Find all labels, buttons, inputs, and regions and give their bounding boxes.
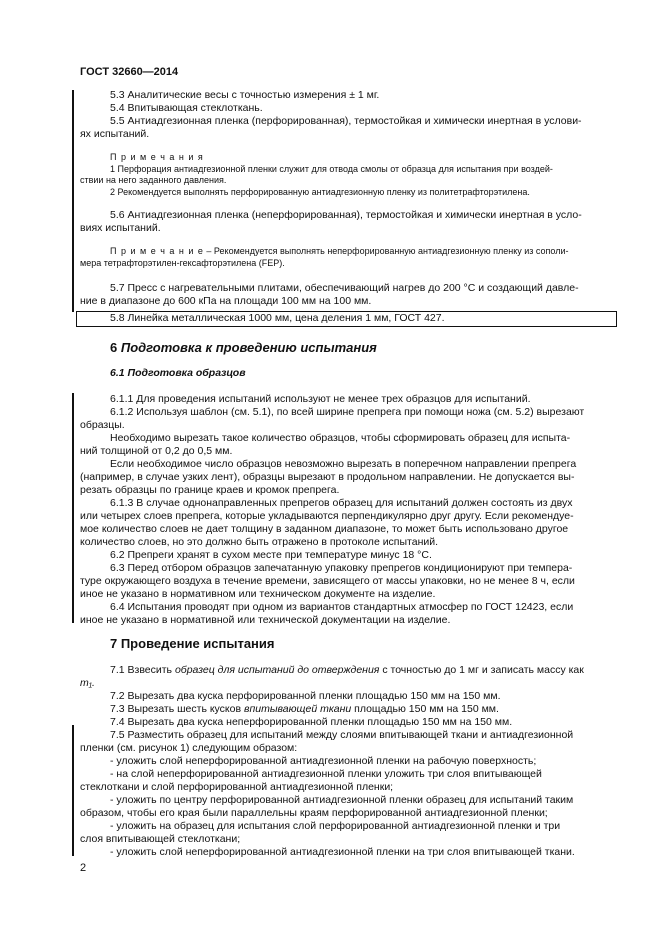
paragraph: ние в диапазоне до 600 кПа на площади 100 мм на 100 мм. (80, 295, 372, 307)
change-bar (72, 90, 74, 312)
note-text: ствии на него заданного давления. (80, 175, 227, 185)
section-number: 6 (110, 340, 121, 355)
paragraph: резать образцы по границе краев и кромок препрега. (80, 484, 340, 496)
paragraph: туре окружающего воздуха в течение времени, зависящего от массы упаковки, но не менее 8 ч, если (80, 575, 575, 587)
text-run: с точностью до 1 мг и записать массу как (379, 664, 584, 676)
paragraph: иное не указано в нормативном или техническом документе на изделие. (80, 588, 436, 600)
list-item: - уложить слой неперфорированной антиадгезионной пленки на рабочую поверхность; (110, 755, 537, 767)
paragraph: 5.7 Пресс с нагревательными плитами, обеспечивающий нагрев до 200 °С и создающий давле- (110, 282, 579, 294)
paragraph: 7.4 Вырезать два куска неперфорированной пленки площадью 150 мм на 150 мм. (110, 716, 513, 728)
note-text: мера тетрафторэтилен-гексафторэтилена (FEP). (80, 258, 285, 268)
list-item: - на слой неперфорированной антиадгезионной пленки уложить три слоя впитывающей (110, 768, 542, 780)
subsection-heading (110, 367, 246, 379)
paragraph: Необходимо вырезать такое количество образцов, чтобы сформировать образец для испыта- (110, 432, 571, 444)
text-run-italic: впитывающей ткани (243, 703, 352, 715)
paragraph: образцы. (80, 419, 125, 431)
text-run: 7.1 Взвесить (110, 664, 175, 676)
text-run: 7.3 Вырезать шесть кусков (110, 703, 244, 715)
section-title: Подготовка к проведению испытания (120, 340, 377, 355)
paragraph: пленки (см. рисунок 1) следующим образом: (80, 742, 298, 754)
paragraph: 6.1.1 Для проведения испытаний используют не менее трех образцов для испытаний. (110, 393, 531, 405)
paragraph: 6.1.3 В случае однонаправленных препрегов образец для испытаний должен состоять из двух (110, 497, 573, 509)
change-bar (72, 725, 74, 856)
paragraph: 6.2 Препреги хранят в сухом месте при температуре минус 18 °С. (110, 549, 432, 561)
list-item: образом, чтобы его края были параллельны краям перфорированной антиадгезионной пленки; (80, 807, 548, 819)
note-text: – Рекомендуется выполнять неперфорированную антиадгезионную пленку из сополи- (203, 246, 569, 256)
paragraph: 7.5 Разместить образец для испытаний между слоями впитывающей ткани и антиадгезионной (110, 729, 574, 741)
paragraph: ях испытаний. (80, 128, 150, 140)
paragraph: ний толщиной от 0,2 до 0,5 мм. (80, 445, 233, 457)
note-title: П р и м е ч а н и я (110, 152, 204, 162)
note-text: 1 Перфорация антиадгезионной пленки служит для отвода смолы от образца для испытания при воздей- (110, 164, 553, 174)
paragraph (80, 703, 645, 716)
list-item: - уложить слой неперфорированной антиадгезионной пленки на три слоя впитывающей ткани. (110, 846, 575, 858)
paragraph (80, 677, 615, 690)
paragraph: 6.3 Перед отбором образцов запечатанную упаковку препрегов кондиционируют при темпера- (110, 562, 573, 574)
section-heading: 7 Проведение испытания (110, 636, 275, 651)
paragraph: 6.4 Испытания проводят при одном из вариантов стандартных атмосфер по ГОСТ 12423, если (110, 601, 574, 613)
paragraph: виях испытаний. (80, 222, 161, 234)
paragraph: 5.6 Антиадгезионная пленка (неперфорированная), термостойкая и химически инертная в усло- (110, 209, 582, 221)
text-run-italic: образец для испытаний до отверждения (174, 664, 380, 676)
list-item: слоя впитывающей стеклоткани; (80, 833, 241, 845)
text-run: площадью 150 мм на 150 мм. (351, 703, 499, 715)
list-item: - уложить на образец для испытания слой перфорированной антиадгезионной пленки и три (110, 820, 561, 832)
paragraph: 7.2 Вырезать два куска перфорированной пленки площадью 150 мм на 150 мм. (110, 690, 501, 702)
note-text: 2 Рекомендуется выполнять перфорированную антиадгезионную пленку из политетрафторэтилена. (110, 187, 530, 197)
paragraph: 5.4 Впитывающая стеклоткань. (110, 102, 263, 114)
paragraph: мое количество слоев не дает толщину в заданном диапазоне, то может быть использовано другое (80, 523, 569, 535)
paragraph: 5.3 Аналитические весы с точностью измерения ± 1 мг. (110, 89, 380, 101)
document-header: ГОСТ 32660—2014 (80, 66, 179, 78)
subsection-title: 6.1 Подготовка образцов (110, 367, 246, 379)
note-text (80, 246, 645, 257)
paragraph: или четырех слоев препрега, которые укладываются перпендикулярно друг другу. Если рекомендуе- (80, 510, 574, 522)
page-number: 2 (80, 862, 87, 874)
paragraph: (например, в случае узких лент), образцы вырезают в продольном направлении. Не допускается вы- (80, 471, 575, 483)
list-item: - уложить по центру перфорированной антиадгезионной пленки образец для испытаний таким (110, 794, 574, 806)
change-bar (72, 393, 74, 623)
paragraph (80, 664, 645, 677)
symbol-m1: m₁. (80, 677, 95, 689)
paragraph: 5.5 Антиадгезионная пленка (перфорированная), термостойкая и химически инертная в услови- (110, 115, 582, 127)
list-item: стеклоткани и слой перфорированной антиадгезионной пленки; (80, 781, 394, 793)
note-title: П р и м е ч а н и е (110, 246, 204, 256)
section-heading (110, 340, 377, 355)
paragraph: количество слоев, но это должно быть отражено в протоколе испытаний. (80, 536, 439, 548)
paragraph: 5.8 Линейка металлическая 1000 мм, цена деления 1 мм, ГОСТ 427. (110, 312, 445, 324)
paragraph: Если необходимое число образцов невозможно вырезать в поперечном направлении препрега (110, 458, 577, 470)
paragraph: иное не указано в нормативной или технической документации на изделие. (80, 614, 451, 626)
paragraph: 6.1.2 Используя шаблон (см. 5.1), по всей ширине препрега при помощи ножа (см. 5.2) вырезают (110, 406, 585, 418)
